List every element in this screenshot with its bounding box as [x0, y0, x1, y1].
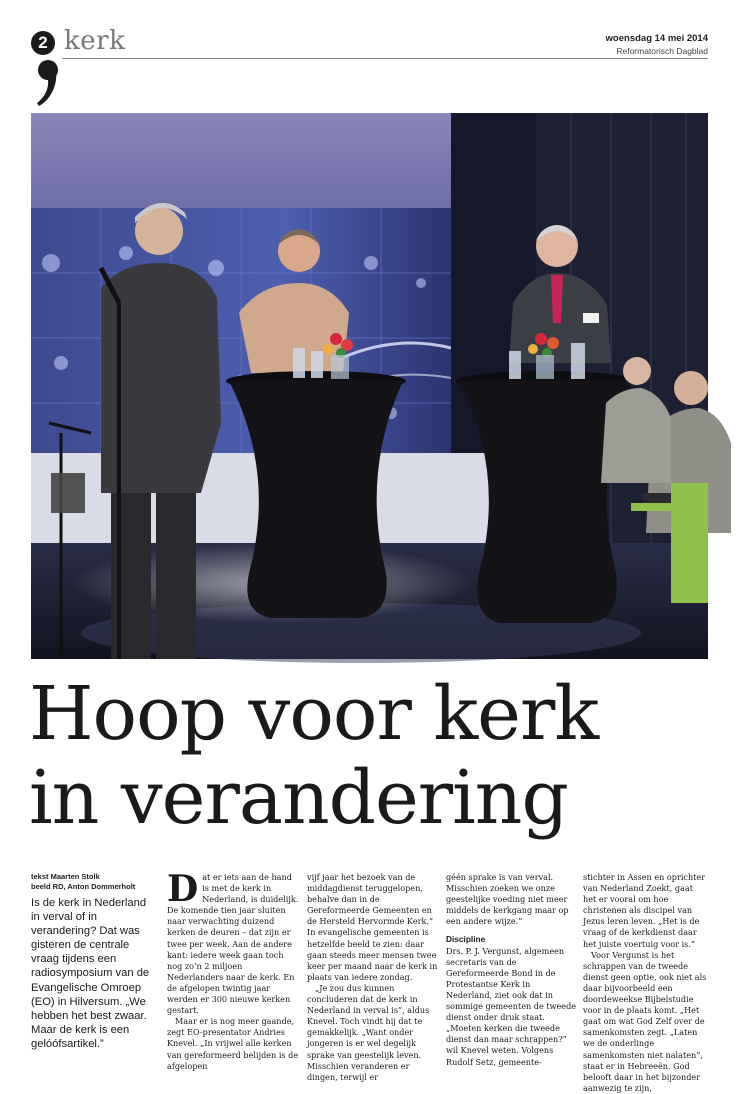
header-rule	[62, 58, 708, 59]
headline-line-1: Hoop voor kerk	[29, 671, 599, 757]
body-column-2	[307, 872, 439, 1083]
article-photo	[31, 113, 708, 659]
body-column-4	[583, 872, 708, 1094]
issue-date: woensdag 14 mei 2014	[605, 33, 708, 44]
body-paragraph: stichter in Assen en oprichter van Nederland Zoekt, gaat het er vooral om hoe christenen als discipel van Jezus leren leven. „Het is de vraag of de kerkdienst daar het juiste voertuig voor is.”	[583, 872, 706, 949]
body-column-1	[167, 868, 299, 1072]
credit-text-author: tekst Maarten Stolk	[31, 872, 100, 881]
headline-line-2: in verandering	[29, 755, 568, 841]
body-paragraph: Drs. P. J. Vergunst, algemeen secretaris van de Gereformeerde Bond in de Protestantse Kerk in Nederland, ziet ook dat in sommige gemeenten de tweede dienst onder druk staat. „Moeten kerken die tweede dienst dan maar schrappen?” wil Knevel weten. Volgens Rudolf Setz, gemeente-	[446, 945, 577, 1067]
symposium-stage-photo	[31, 113, 708, 659]
subheading: Discipline	[446, 934, 486, 945]
article-intro: Is de kerk in Nederland in verval of in verandering? Dat was gisteren de centrale vraag tijdens een radiosymposium van de Evangelische Omroep (EO) in Hilversum. „We hebben het best zwaar. Maar de kerk is een gelóófsartikel.”	[31, 897, 150, 1050]
body-paragraph: Maar er is nog meer gaande, zegt EO-presentator Andries Knevel. „In vrijwel alle kerken van gereformeerd belijden is de afgelopen	[167, 1016, 299, 1071]
article-headline	[29, 672, 729, 840]
body-column-3	[446, 872, 578, 1068]
credit-photo: beeld RD, Anton Dommerholt	[31, 882, 136, 891]
body-paragraph: Voor Vergunst is het schrappen van de tweede dienst geen optie, ook niet als daar bijvoorbeeld een doordeweekse Bijbelstudie voor in de plaats komt. „Het gaat om wat God Zelf over de samenkomsten zegt. „Laten we de onderlinge samenkomsten niet nalaten”, staat er in Hebreeën. God belooft daar in het bijzonder aanwezig te zijn,	[583, 949, 707, 1093]
comma-logo-icon	[36, 58, 58, 108]
page-number-badge: 2	[31, 31, 55, 55]
body-paragraph: géén sprake is van verval. Misschien zoeken we onze geestelijke voeding niet meer middels de kerkgang maar op een andere wijze.”	[446, 872, 569, 927]
body-paragraph: vijf jaar het bezoek van de middagdienst teruggelopen, behalve dan in de Gereformeerde Gemeenten en de Hersteld Hervormde Kerk.” In evangelische gemeenten is hetzelfde beeld te zien: daar gaan steeds meer mensen twee keer per maand naar de kerk in plaats van iedere zondag.	[307, 872, 438, 982]
body-paragraph: „Je zou dus kunnen concluderen dat de kerk in Nederland in verval is”, aldus Knevel. Toch vindt hij dat te gemakkelijk. „Want onder jongeren is er wel degelijk sprake van geestelijk leven. Misschien veranderen er dingen, terwijl er	[307, 982, 430, 1082]
drop-cap: D	[167, 868, 199, 910]
body-paragraph: at er iets aan de hand is met de kerk in Nederland, is duidelijk. De komende tien jaar sluiten naar verwachting duizend kerken de deuren – dat zijn er twee per week. Aan de andere kant: iedere week gaan toch nog zo’n 2 miljoen Nederlanders naar de kerk. En de afgelopen twintig jaar werden er 300 nieuwe kerken gestart.	[167, 872, 299, 1016]
section-name: kerk	[64, 26, 126, 56]
newspaper-name: Reformatorisch Dagblad	[616, 46, 708, 56]
article-credits	[31, 872, 135, 892]
